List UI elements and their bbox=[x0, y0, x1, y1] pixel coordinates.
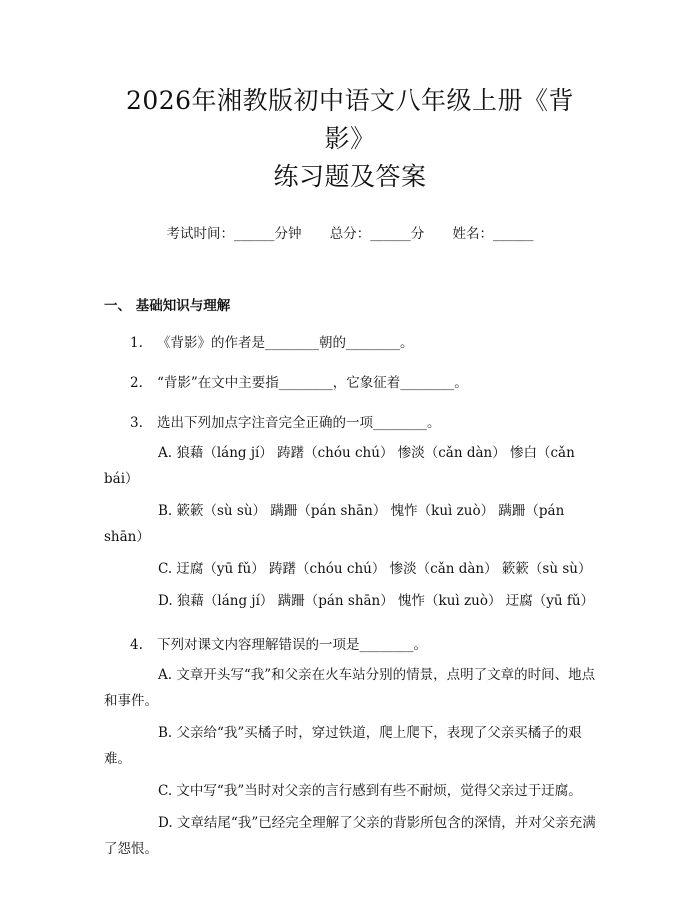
title-line-1: 2026年湘教版初中语文八年级上册《背影》 bbox=[125, 86, 575, 153]
title-line-2: 练习题及答案 bbox=[273, 162, 427, 191]
question-4 bbox=[104, 634, 596, 656]
option-4d: D. 文章结尾“我”已经完全理解了父亲的背影所包含的深情，并对父亲充满了怨恨。 bbox=[104, 815, 596, 857]
question-number: 4. bbox=[130, 637, 143, 653]
question-3 bbox=[104, 412, 596, 434]
exam-meta bbox=[104, 222, 596, 242]
option-3d: D. 狼藉（láng jí） 蹒跚（pán shān） 愧怍（kuì zuò） 迂腐（yū fǔ） bbox=[158, 593, 595, 609]
question-number: 3. bbox=[130, 415, 143, 431]
question-number: 1. bbox=[130, 335, 143, 351]
option-3c: C. 迂腐（yū fǔ） 踌躇（chóu chú） 惨淡（cǎn dàn） 簌簌（sù sù） bbox=[158, 561, 592, 577]
option-3a: A. 狼藉（láng jí） 踌躇（chóu chú） 惨淡（cǎn dàn） 惨白（cǎn bái） bbox=[104, 445, 575, 487]
option-4a: A. 文章开头写“我”和父亲在火车站分别的情景，点明了文章的时间、地点和事件。 bbox=[104, 667, 596, 709]
question-number: 2. bbox=[130, 375, 143, 391]
section-heading: 一、 基础知识与理解 bbox=[104, 298, 231, 314]
document-title bbox=[104, 82, 596, 196]
question-text: 选出下列加点字注音完全正确的一项________。 bbox=[157, 415, 441, 431]
question-text: 下列对课文内容理解错误的一项是________。 bbox=[157, 637, 427, 653]
total-score: 总分：______分 bbox=[329, 226, 425, 242]
question-2 bbox=[104, 372, 596, 394]
option-3b: B. 簌簌（sù sù） 蹒跚（pán shān） 愧怍（kuì zuò） 蹒跚（pán shān） bbox=[104, 503, 565, 545]
question-text: “背影”在文中主要指________，它象征着________。 bbox=[157, 375, 468, 391]
exam-time: 考试时间：______分钟 bbox=[166, 226, 302, 242]
question-text: 《背影》的作者是________朝的________。 bbox=[157, 335, 414, 351]
option-4b: B. 父亲给“我”买橘子时，穿过铁道，爬上爬下，表现了父亲买橘子的艰难。 bbox=[104, 725, 582, 767]
student-name: 姓名：______ bbox=[452, 226, 534, 242]
option-4c: C. 文中写“我”当时对父亲的言行感到有些不耐烦，觉得父亲过于迂腐。 bbox=[158, 783, 582, 799]
question-1 bbox=[104, 332, 596, 354]
